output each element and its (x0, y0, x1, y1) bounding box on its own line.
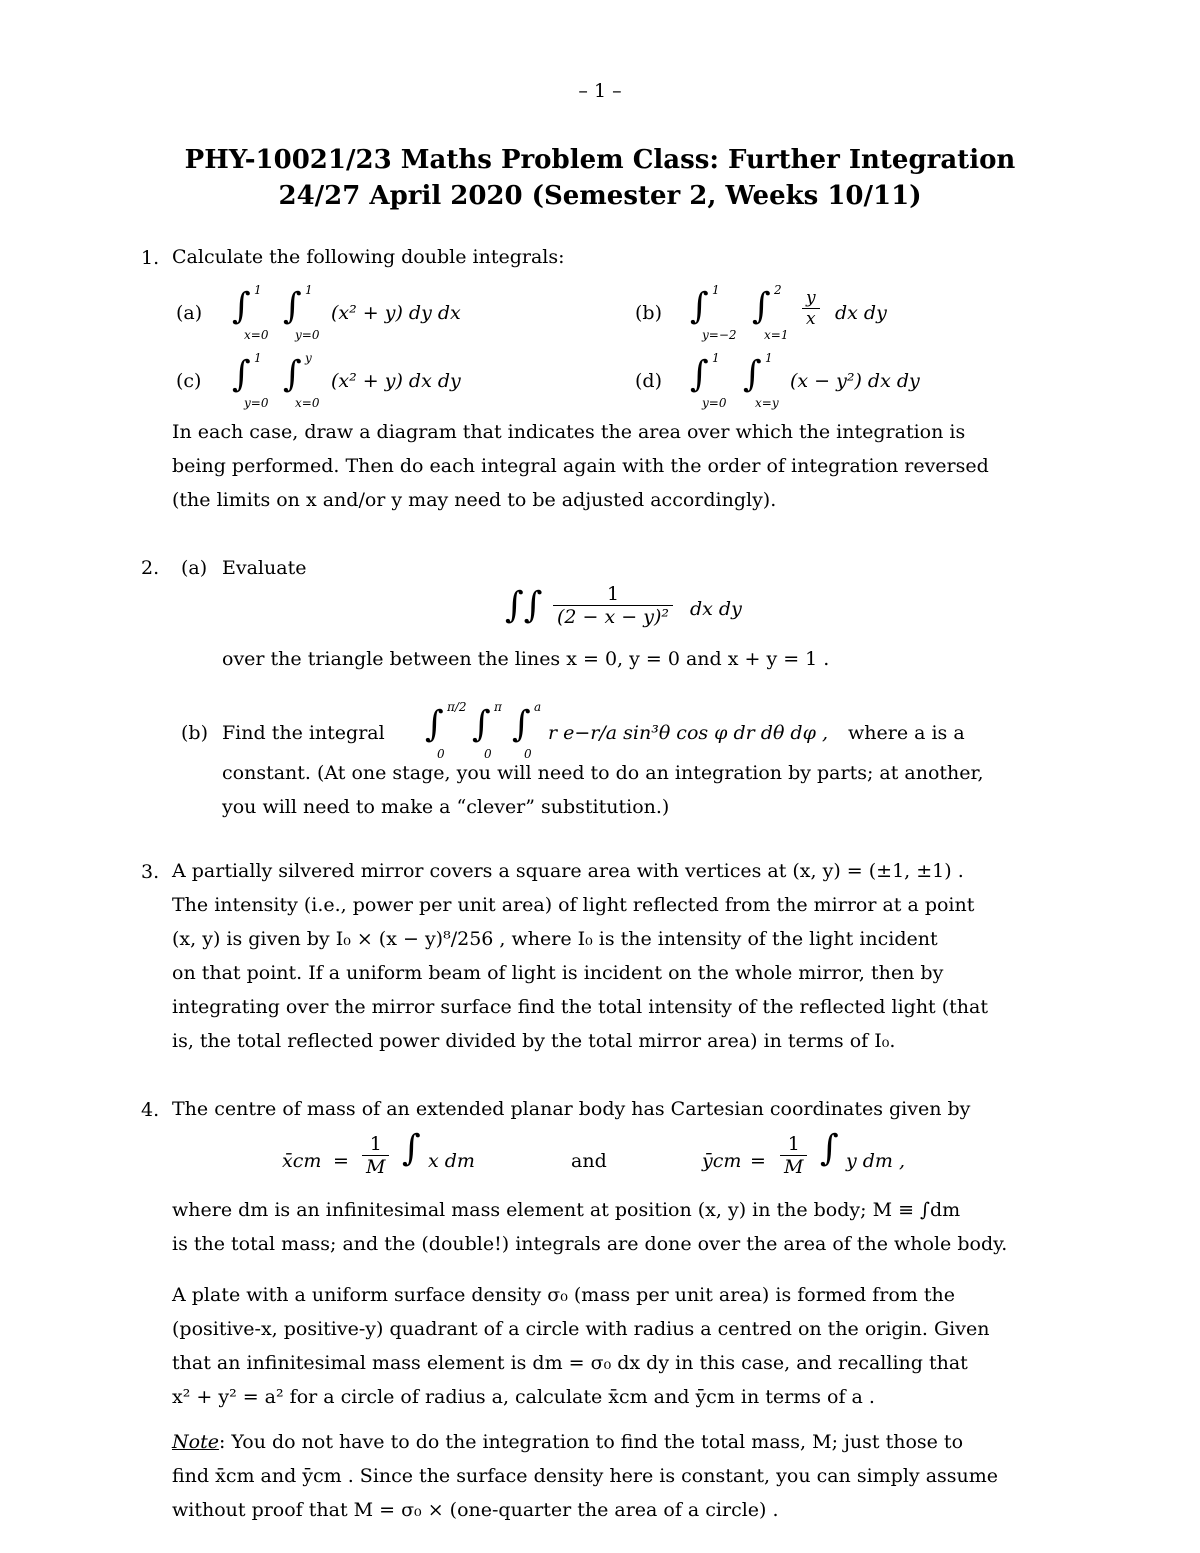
q1b-outer-upper: 1 (712, 283, 720, 297)
q1a-outer-upper: 1 (254, 283, 262, 297)
q1b-integral-sign-inner: ∫ (752, 286, 771, 327)
q4-line-3: is the total mass; and the (double!) integrals are done over the area of the whole body. (172, 1233, 1008, 1255)
q4-xcm: x̄cm (282, 1150, 322, 1172)
q1-text-line-1: In each case, draw a diagram that indicates the area over which the integration is (172, 421, 966, 443)
q3-line-4: on that point. If a uniform beam of light is incident on the whole mirror, then by (172, 962, 944, 984)
title-line-2: 24/27 April 2020 (Semester 2, Weeks 10/11) (278, 181, 922, 211)
q4-xdm: x dm (428, 1150, 475, 1172)
q1c-label: (c) (176, 370, 202, 392)
q4-line-1: The centre of mass of an extended planar body has Cartesian coordinates given by (172, 1098, 971, 1120)
q1d-integral-sign-outer: ∫ (690, 354, 709, 395)
q3-line-5: integrating over the mirror surface find the total intensity of the reflected light (that (172, 996, 988, 1018)
title-line-1: PHY-10021/23 Maths Problem Class: Further Integration (184, 145, 1016, 175)
q2b-integrand: r e−r/a sin³θ cos φ dr dθ dφ , (548, 722, 828, 744)
q4-frac-2-den: M (784, 1156, 804, 1178)
q3-line-2: The intensity (i.e., power per unit area) of light reflected from the mirror at a point (172, 894, 975, 916)
q1c-integral-sign-outer: ∫ (232, 354, 251, 395)
q1b-inner-lower: x=1 (764, 328, 789, 342)
q4-note-line-1 (172, 1425, 963, 1459)
q1-text-line-3: (the limits on x and/or y may need to be adjusted accordingly). (172, 489, 777, 511)
q1c-inner-lower: x=0 (295, 396, 320, 410)
q4-integral-sign-1: ∫ (402, 1128, 421, 1169)
q2a-differentials: dx dy (690, 598, 742, 620)
q2b-line-2: constant. (At one stage, you will need to do an integration by parts; at another, (222, 762, 984, 784)
q1b-numerator: y (802, 288, 820, 309)
q2b-label: (b) (181, 722, 208, 744)
q1-intro: Calculate the following double integrals: (172, 246, 565, 268)
q2a-denominator: (2 − x − y)² (557, 606, 669, 628)
q2b-lim3-lower: 0 (524, 747, 532, 761)
q2b-tail: where a is a (848, 722, 965, 744)
q1d-inner-lower: x=y (755, 396, 779, 410)
q1b-outer-lower: y=−2 (702, 328, 737, 342)
q1b-denominator: x (806, 309, 816, 329)
q2b-lim1-upper: π/2 (447, 700, 467, 714)
q1-number: 1. (141, 247, 160, 269)
q1b-integral-sign-outer: ∫ (690, 286, 709, 327)
page-number: – 1 – (578, 80, 622, 102)
q2a-text: Evaluate (222, 557, 307, 579)
q1d-inner-upper: 1 (765, 351, 773, 365)
q3-line-3: (x, y) is given by I₀ × (x − y)⁸/256 , where I₀ is the intensity of the light incident (172, 928, 938, 950)
q1a-outer-lower: x=0 (244, 328, 269, 342)
q1d-label: (d) (635, 370, 662, 392)
q1-text-line-2: being performed. Then do each integral again with the order of integration reversed (172, 455, 989, 477)
q1b-label: (b) (635, 302, 662, 324)
q2b-integral-sign-2: ∫ (472, 704, 491, 745)
q4-note-line-1-text: : You do not have to do the integration to find the total mass, M; just those to (218, 1431, 964, 1453)
q4-ycm: ȳcm (702, 1150, 742, 1172)
q2b-lim2-lower: 0 (484, 747, 492, 761)
q2a-label: (a) (181, 557, 208, 579)
q1d-outer-lower: y=0 (702, 396, 727, 410)
q2a-triangle-line: over the triangle between the lines x = 0, y = 0 and x + y = 1 . (222, 648, 830, 670)
q1d-outer-upper: 1 (712, 351, 720, 365)
q4-note-label: Note (172, 1431, 219, 1453)
q1a-integral-sign-outer: ∫ (232, 286, 251, 327)
q1c-integrand: (x² + y) dx dy (331, 370, 461, 392)
q4-note-line-2: find x̄cm and ȳcm . Since the surface density here is constant, you can simply assume (172, 1465, 999, 1487)
q1b-differentials: dx dy (835, 302, 887, 324)
q1a-inner-upper: 1 (305, 283, 313, 297)
q2a-numerator: 1 (553, 583, 673, 606)
q2a-fraction (553, 583, 673, 628)
q4-frac-2-num: 1 (780, 1133, 807, 1156)
q4-p2-line-3: that an infinitesimal mass element is dm = σ₀ dx dy in this case, and recalling that (172, 1352, 968, 1374)
q2b-text: Find the integral (222, 722, 385, 744)
q4-frac-1-num: 1 (362, 1133, 389, 1156)
q2b-lim3-upper: a (534, 700, 542, 714)
q1a-inner-lower: y=0 (295, 328, 320, 342)
q4-p2-line-1: A plate with a uniform surface density σ₀ (mass per unit area) is formed from the (172, 1284, 955, 1306)
q2b-integral-sign-1: ∫ (425, 704, 444, 745)
q4-p2-line-4: x² + y² = a² for a circle of radius a, calculate x̄cm and ȳcm in terms of a . (172, 1386, 875, 1408)
q4-note-line-3: without proof that M = σ₀ × (one-quarter the area of a circle) . (172, 1499, 779, 1521)
q4-frac-1 (362, 1133, 389, 1178)
q1d-integral-sign-inner: ∫ (743, 354, 762, 395)
q1c-outer-upper: 1 (254, 351, 262, 365)
q2b-line-3: you will need to make a “clever” substitution.) (222, 796, 670, 818)
q1c-integral-sign-inner: ∫ (283, 354, 302, 395)
q1a-integral-sign-inner: ∫ (283, 286, 302, 327)
q4-frac-2 (780, 1133, 807, 1178)
q3-line-1: A partially silvered mirror covers a square area with vertices at (x, y) = (±1, ±1) . (172, 860, 964, 882)
q4-and: and (571, 1150, 607, 1172)
q4-eq-2: = (750, 1150, 766, 1172)
q4-integral-sign-2: ∫ (820, 1128, 839, 1169)
q2a-double-integral-sign: ∫∫ (505, 585, 543, 626)
q1c-outer-lower: y=0 (244, 396, 269, 410)
q4-ydm: y dm , (846, 1150, 906, 1172)
q2b-lim2-upper: π (494, 700, 502, 714)
q4-eq-1: = (333, 1150, 349, 1172)
q2-number: 2. (141, 557, 160, 579)
q2b-integral-sign-3: ∫ (512, 704, 531, 745)
q3-number: 3. (141, 861, 160, 883)
q2b-lim1-lower: 0 (437, 747, 445, 761)
q3-line-6: is, the total reflected power divided by the total mirror area) in terms of I₀. (172, 1030, 896, 1052)
q4-frac-1-den: M (366, 1156, 386, 1178)
q1c-inner-upper: y (305, 351, 312, 365)
q4-number: 4. (141, 1099, 160, 1121)
q1b-inner-upper: 2 (774, 283, 782, 297)
q1b-fraction (802, 288, 820, 329)
q4-p2-line-2: (positive-x, positive-y) quadrant of a circle with radius a centred on the origin. Given (172, 1318, 990, 1340)
q1a-integrand: (x² + y) dy dx (331, 302, 461, 324)
q1a-label: (a) (176, 302, 203, 324)
q1d-integrand: (x − y²) dx dy (790, 370, 920, 392)
q4-line-2: where dm is an infinitesimal mass element at position (x, y) in the body; M ≡ ∫dm (172, 1199, 961, 1221)
